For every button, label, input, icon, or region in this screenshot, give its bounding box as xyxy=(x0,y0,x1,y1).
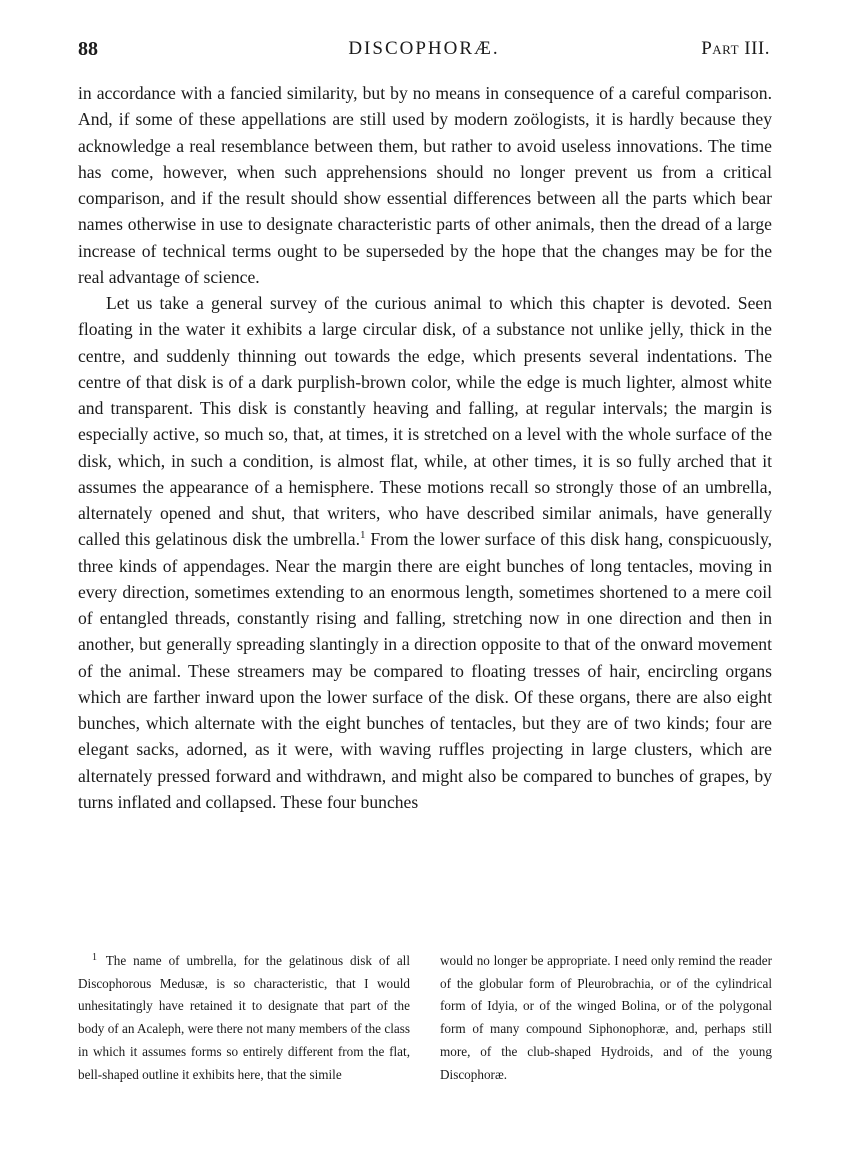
paragraph-2-part-b: From the lower surface of this disk hang, conspicuously, three kinds of appendages. Near the margin there are eight bunches of long tentacles, moving in every direction, sometimes extending to an enormous length, sometimes shortened to a mere coil of entangled threads, constantly rising and falling, stretching now in one direction and then in another, but generally spreading slantingly in a direction opposite to that of the onward movement of the animal. These streamers may be compared to floating tresses of hair, encircling organs which are farther inward upon the lower surface of the disk. Of these organs, there are also eight bunches, which alternate with the eight bunches of tentacles, but they are of two kinds; four are elegant sacks, adorned, as it were, with waving ruffles projecting in large clusters, which are alternately pressed forward and withdrawn, and might also be compared to bunches of grapes, by turns inflated and collapsed. These four bunches xyxy=(78,529,772,812)
footnotes xyxy=(78,950,772,1086)
page-header xyxy=(78,30,770,66)
running-title: DISCOPHORÆ. xyxy=(348,38,500,59)
part-label: Part III. xyxy=(701,38,770,59)
footnote-text-left: The name of umbrella, for the gelatinous disk of all Discophorous Medusæ, is so characteristic, that I would unhesitatingly have retained it to designate that part of the body of an Acaleph, were there not many members of the class in which it assumes forms so entirely different from the flat, bell-shaped outline it exhibits here, that the simile xyxy=(78,953,410,1082)
paragraph-1: in accordance with a fancied similarity, but by no means in consequence of a careful comparison. And, if some of these appellations are still used by modern zoölogists, it is hardly because they acknowledge a real resemblance between them, but rather to avoid useless innovations. The time has come, however, when such apprehensions should no longer prevent us from a critical comparison, and if the result should show essential differences between all the parts which bear names otherwise in use to designate characteristic parts of other animals, then the dread of a large increase of technical terms ought to be superseded by the hope that the changes may be for the real advantage of science. xyxy=(78,83,772,287)
main-text xyxy=(78,80,772,815)
paragraph-2 xyxy=(78,290,772,815)
footnote-marker: 1 xyxy=(92,952,97,963)
footnote-reference[interactable]: 1 xyxy=(360,529,366,542)
paragraph-2-part-a: Let us take a general survey of the curious animal to which this chapter is devoted. Seen floating in the water it exhibits a large circular disk, of a substance not unlike jelly, thick in the centre, and suddenly thinning out towards the edge, which presents several indentations. The centre of that disk is of a dark purplish-brown color, while the edge is much lighter, almost white and transparent. This disk is constantly heaving and falling, at regular intervals; the margin is especially active, so much so, that, at times, it is stretched on a level with the whole surface of the disk, which, in such a condition, is almost flat, while, at other times, it is so fully arched that it assumes the appearance of a hemisphere. These motions recall so strongly those of an umbrella, alternately opened and shut, that writers, who have described similar animals, have generally called this gelatinous disk the umbrella. xyxy=(78,293,772,550)
footnote-text-right: would no longer be appropriate. I need only remind the reader of the globular form of Pleurobrachia, or of the cylindrical form of Idyia, or of the winged Bolina, or of the polygonal form of many compound Siphonophoræ, and, perhaps still more, of the club-shaped Hydroids, and of the young Discophoræ. xyxy=(440,953,772,1082)
page-number: 88 xyxy=(78,38,98,60)
footnote-left-column xyxy=(78,950,410,1086)
footnote-right-column xyxy=(440,950,772,1086)
